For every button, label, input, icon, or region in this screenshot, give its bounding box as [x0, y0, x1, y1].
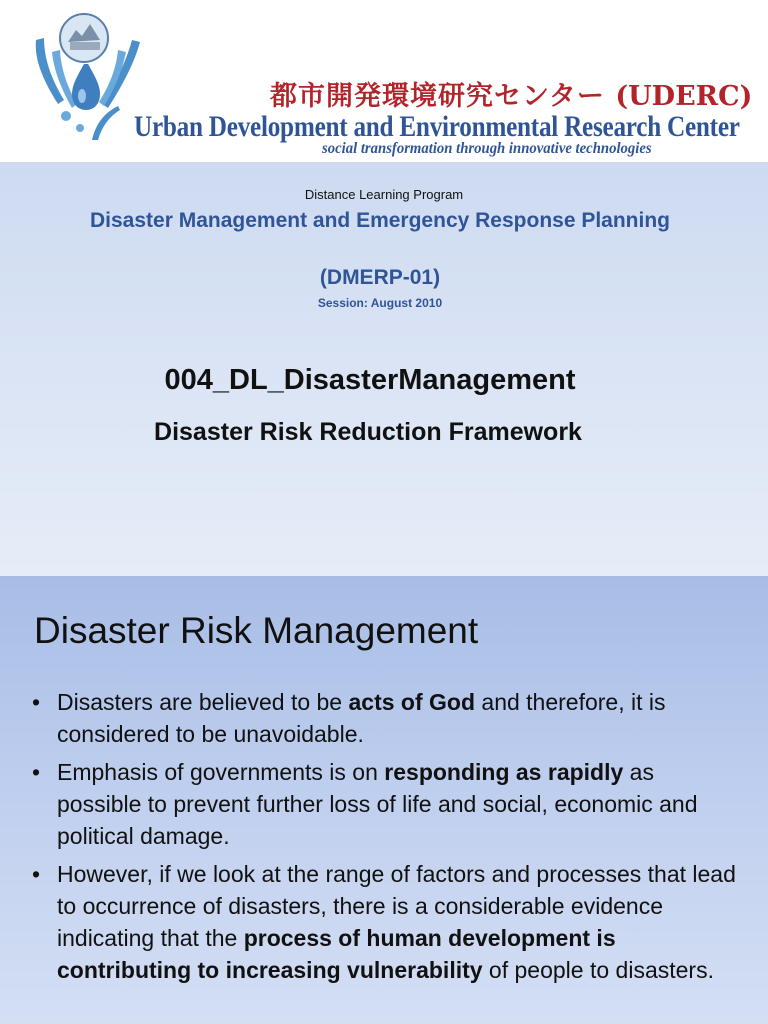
- org-name: Urban Development and Environmental Research Center: [134, 110, 740, 143]
- bullet-item: • Emphasis of governments is on responding as rapidly as possible to prevent further loss of life and social, economic and political damage.: [32, 756, 742, 852]
- course-code: (DMERP-01): [319, 266, 441, 289]
- header-banner: [0, 0, 768, 162]
- slide-subtitle: Disaster Risk Reduction Framework: [154, 418, 582, 446]
- uderc-logo-icon: [30, 12, 148, 140]
- org-tagline: social transformation through innovative technologies: [322, 140, 652, 157]
- slide-title: Disaster Risk Management: [34, 610, 479, 651]
- session-label: Session: August 2010: [317, 296, 443, 310]
- bullet-list: [32, 686, 742, 992]
- course-title: Disaster Management and Emergency Response Planning: [90, 209, 671, 232]
- content-slide: [0, 576, 768, 1024]
- bullet-icon: •: [32, 689, 41, 715]
- document-id: 004_DL_DisasterManagement: [164, 364, 576, 396]
- bullet-icon: •: [32, 861, 41, 887]
- bullet-item: • However, if we look at the range of factors and processes that lead to occurrence of disasters, there is a considerable evidence indicating that the process of human development is contributing to increasing vulnerability of people to disasters.: [32, 858, 742, 986]
- japanese-org-title: 都市開発環境研究センター (UDERC): [270, 81, 753, 112]
- program-label: Distance Learning Program: [304, 187, 464, 202]
- bullet-icon: •: [32, 759, 41, 785]
- bullet-item: • Disasters are believed to be acts of God and therefore, it is considered to be unavoidable.: [32, 686, 742, 750]
